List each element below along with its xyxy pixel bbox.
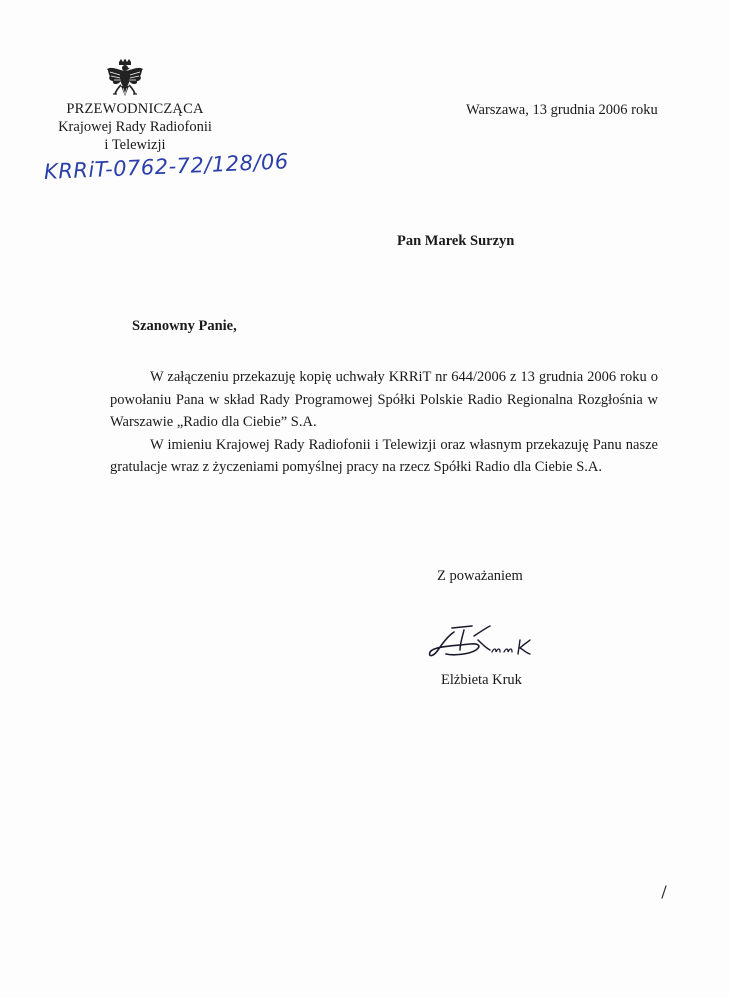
- polish-eagle-emblem-icon: [106, 58, 144, 100]
- letter-body: [110, 366, 658, 479]
- body-paragraph-2: W imieniu Krajowej Rady Radiofonii i Telewizji oraz własnym przekazuję Panu nasze gratulacje wraz z życzeniami pomyślnej pracy na rzecz Spółki Radio dla Ciebie S.A.: [110, 436, 658, 475]
- body-paragraph-1: W załączeniu przekazuję kopię uchwały KRRiT nr 644/2006 z 13 grudnia 2006 roku o powołaniu Pana w skład Rady Programowej Spółki Polskie Radio Regionalna Rozgłośnia w Warszawie „Radio dla Ciebie” S.A.: [110, 369, 658, 430]
- signer-name: Elżbieta Kruk: [441, 672, 522, 688]
- place-and-date: Warszawa, 13 grudnia 2006 roku: [466, 102, 658, 118]
- sender-institution-line-2: i Telewizji: [104, 137, 166, 153]
- salutation: Szanowny Panie,: [132, 318, 237, 334]
- handwritten-reference-number: KRRiT-0762-72/128/06: [43, 149, 290, 184]
- stray-pen-mark-icon: [660, 884, 668, 900]
- recipient-name: Pan Marek Surzyn: [397, 233, 515, 249]
- closing-regards: Z poważaniem: [437, 568, 523, 584]
- sender-title: PRZEWODNICZĄCA: [66, 101, 204, 117]
- handwritten-signature-icon: [424, 622, 544, 670]
- sender-block: [40, 100, 230, 154]
- sender-institution-line-1: Krajowej Rady Radiofonii: [58, 119, 212, 135]
